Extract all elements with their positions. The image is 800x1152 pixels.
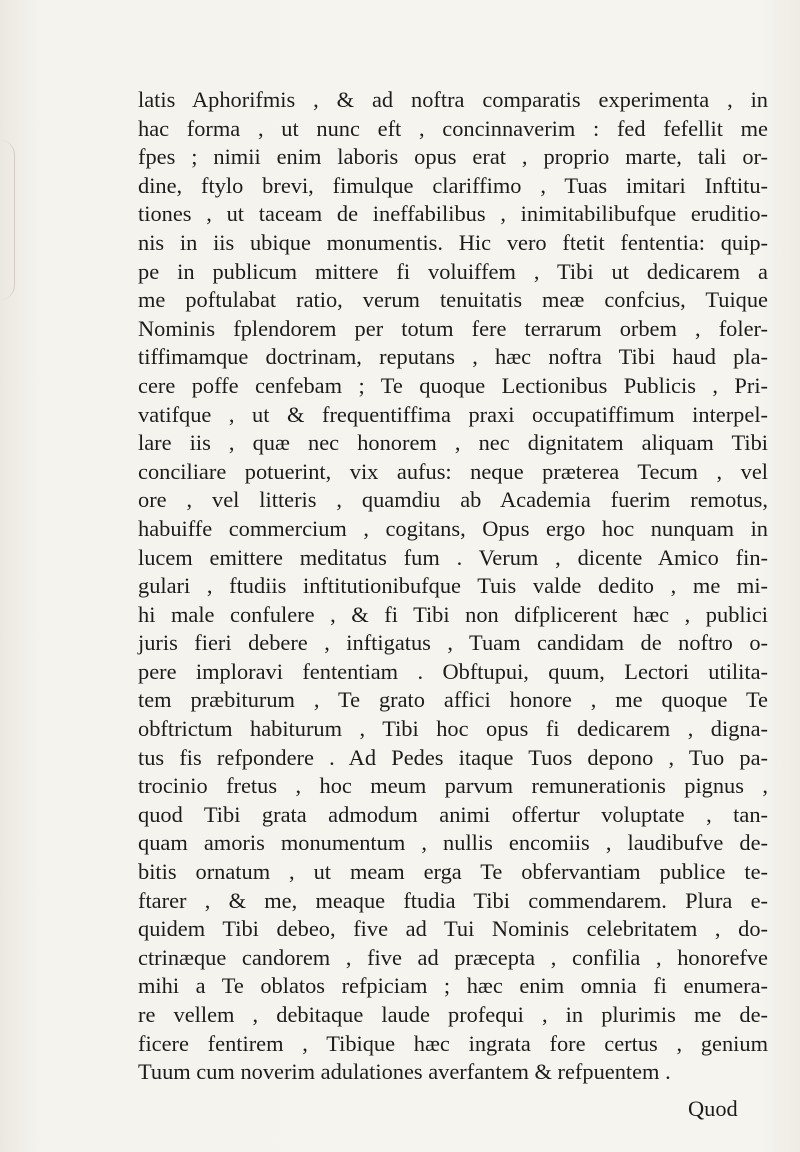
text-line: Nominis fplendorem per totum fere terrarum orbem , foler- [138, 315, 768, 341]
text-line: lucem emittere meditatus fum . Verum , dicente Amico fin- [138, 544, 768, 570]
text-line: tem præbiturum , Te grato affici honore , me quoque Te [138, 687, 768, 713]
text-line: juris fieri debere , inftigatus , Tuam candidam de noftro o- [138, 630, 768, 656]
body-text [138, 86, 768, 1087]
text-line: obftrictum habiturum , Tibi hoc opus fi dedicarem , digna- [138, 716, 768, 742]
text-line: conciliare potuerint, vix aufus: neque præterea Tecum , vel [138, 458, 768, 484]
text-line: fpes ; nimii enim laboris opus erat , proprio marte, tali or- [138, 144, 768, 170]
text-line: habuiffe commercium , cogitans, Opus ergo hoc nunquam in [138, 515, 768, 541]
text-line: vatifque , ut & frequentiffima praxi occupatiffimum interpel- [138, 401, 768, 427]
text-line: quod Tibi grata admodum animi offertur voluptate , tan- [138, 801, 768, 827]
text-line: ficere fentirem , Tibique hæc ingrata fore certus , genium [138, 1030, 768, 1056]
catchword: Quod [688, 1096, 738, 1121]
text-line: trocinio fretus , hoc meum parvum remunerationis pignus , [138, 773, 768, 799]
text-line: Tuum cum noverim adulationes averfantem & refpuentem . [138, 1059, 671, 1085]
text-line: tiones , ut taceam de ineffabilibus , inimitabilibufque eruditio- [138, 201, 768, 227]
text-line: re vellem , debitaque laude profequi , in plurimis me de- [138, 1002, 768, 1027]
text-line: gulari , ftudiis inftitutionibufque Tuis valde dedito , me mi- [138, 573, 768, 599]
text-line: hi male confulere , & fi Tibi non difplicerent hæc , publici [138, 601, 768, 627]
text-line: me poftulabat ratio, verum tenuitatis meæ confcius, Tuique [138, 287, 768, 313]
text-line: cere poffe cenfebam ; Te quoque Lectionibus Publicis , Pri- [138, 372, 768, 398]
text-line: tus fis refpondere . Ad Pedes itaque Tuos depono , Tuo pa- [138, 744, 768, 770]
text-line: nis in iis ubique monumentis. Hic vero ftetit fententia: quip- [138, 229, 768, 255]
text-line: ore , vel litteris , quamdiu ab Academia fuerim remotus, [138, 487, 768, 513]
page-binding-edge [0, 140, 15, 300]
text-line: pe in publicum mittere fi voluiffem , Tibi ut dedicarem a [138, 258, 768, 284]
text-line: latis Aphorifmis , & ad noftra comparatis experimenta , in [138, 87, 768, 112]
text-line: tiffimamque doctrinam, reputans , hæc noftra Tibi haud pla- [138, 344, 768, 370]
text-line: bitis ornatum , ut meam erga Te obfervantiam publice te- [138, 859, 768, 885]
text-line: ftarer , & me, meaque ftudia Tibi commendarem. Plura e- [138, 887, 768, 913]
text-line: ctrinæque candorem , five ad præcepta , confilia , honorefve [138, 944, 768, 970]
text-line: pere imploravi fententiam . Obftupui, quum, Lectori utilita- [138, 658, 768, 684]
text-line: mihi a Te oblatos refpiciam ; hæc enim omnia fi enumera- [138, 973, 768, 999]
text-line: hac forma , ut nunc eft , concinnaverim : fed fefellit me [138, 115, 768, 141]
text-line: dine, ftylo brevi, fimulque clariffimo , Tuas imitari Inftitu- [138, 172, 768, 198]
text-line: quam amoris monumentum , nullis encomiis , laudibufve de- [138, 830, 768, 856]
text-line: quidem Tibi debeo, five ad Tui Nominis celebritatem , do- [138, 916, 768, 942]
text-line: lare iis , quæ nec honorem , nec dignitatem aliquam Tibi [138, 430, 768, 456]
